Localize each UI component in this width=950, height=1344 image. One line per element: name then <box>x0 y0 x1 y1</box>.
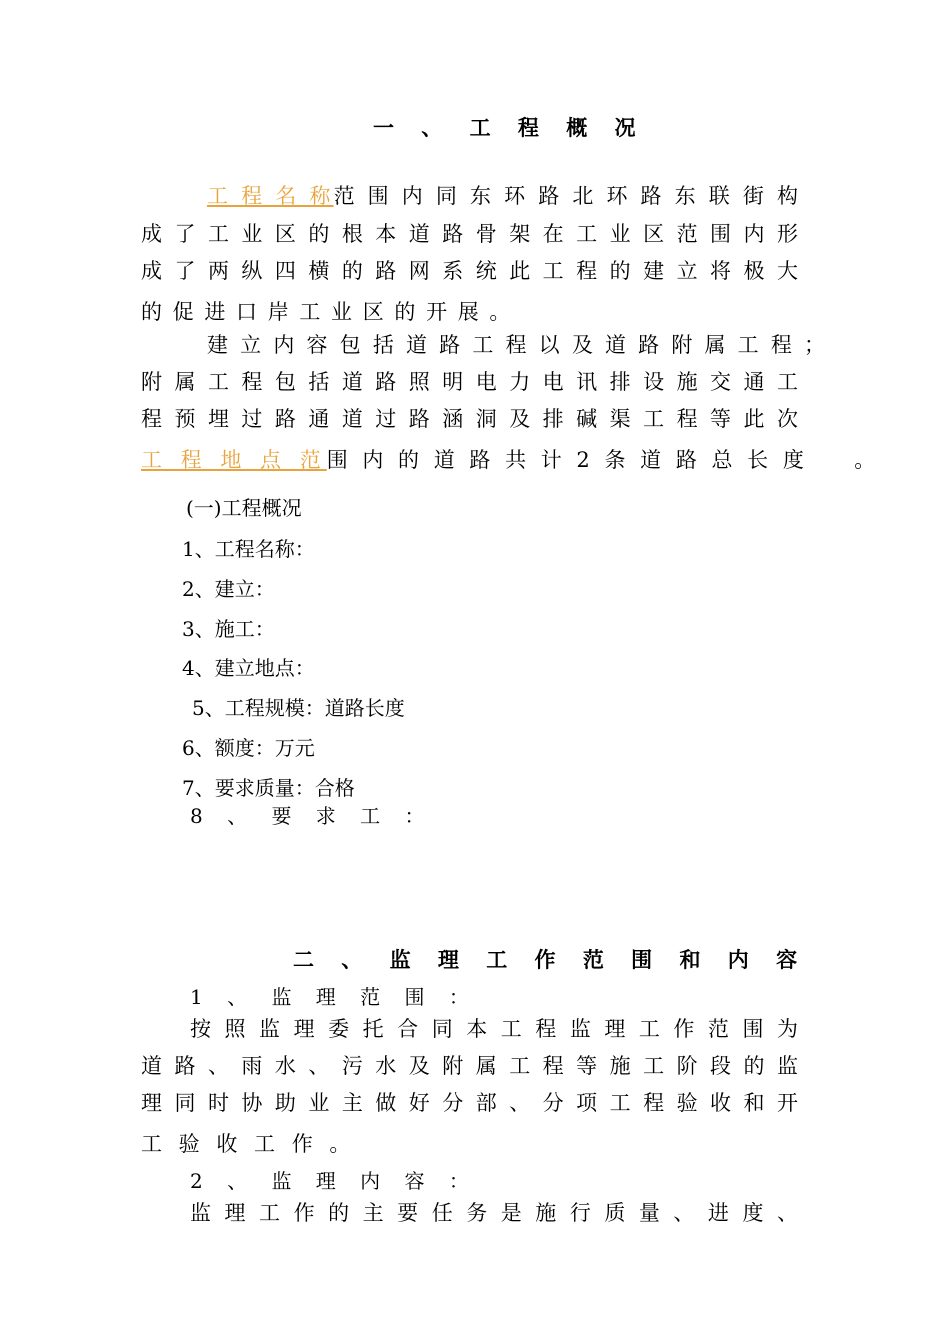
scope-line: 道 路 、 雨 水 、 污 水 及 附 属 工 程 等 施 工 阶 段 的 监 <box>141 1054 798 1078</box>
scope-line: 理 同 时 协 助 业 主 做 好 分 部 、 分 项 工 程 验 收 和 开 <box>141 1091 798 1115</box>
para2-line3: 程 预 埋 过 路 通 道 过 路 涵 洞 及 排 碱 渠 工 程 等 此 次 <box>141 407 798 431</box>
list-item: 4、建立地点： <box>182 656 315 680</box>
para2-line4: 工 程 地 点 范围 内 的 道 路 共 计 2 条 道 路 总 长 度 。 <box>141 448 880 472</box>
project-location-link[interactable]: 工 程 地 点 范 <box>141 448 327 472</box>
list-item: 1、工程名称： <box>182 537 315 561</box>
para2-line2: 附 属 工 程 包 括 道 路 照 明 电 力 电 讯 排 设 施 交 通 工 <box>141 370 798 394</box>
para1-line4: 的 促 进 口 岸 工 业 区 的 开 展 。 <box>141 300 513 324</box>
list-item: 8 、 要 求 工 ： <box>190 804 434 828</box>
overview-subheading: (一)工程概况 <box>186 496 302 520</box>
para1-line3: 成 了 两 纵 四 横 的 路 网 系 统 此 工 程 的 建 立 将 极 大 <box>141 259 798 283</box>
list-item: 5、工程规模：道路长度 <box>192 696 405 720</box>
list-item: 7、要求质量：合格 <box>182 776 355 800</box>
content-heading: 2 、 监 理 内 容 ： <box>190 1169 478 1193</box>
para1-line1: 工 程 名 称范 围 内 同 东 环 路 北 环 路 东 联 街 构 <box>207 184 799 208</box>
list-item: 2、建立： <box>182 577 275 601</box>
section-2-title: 二 、 监 理 工 作 范 围 和 内 容 <box>293 947 808 972</box>
list-item: 3、施工： <box>182 617 275 641</box>
project-name-link[interactable]: 工 程 名 称 <box>207 184 334 208</box>
scope-line: 工 验 收 工 作 。 <box>141 1132 356 1156</box>
scope-heading: 1 、 监 理 范 围 ： <box>190 985 478 1009</box>
para2-line1: 建 立 内 容 包 括 道 路 工 程 以 及 道 路 附 属 工 程 ； <box>207 333 825 357</box>
list-item: 6、额度：万元 <box>182 736 315 760</box>
scope-line: 按 照 监 理 委 托 合 同 本 工 程 监 理 工 作 范 围 为 <box>190 1017 798 1041</box>
section-1-title: 一 、 工 程 概 况 <box>373 115 646 140</box>
para1-line2: 成 了 工 业 区 的 根 本 道 路 骨 架 在 工 业 区 范 围 内 形 <box>141 222 798 246</box>
content-line: 监 理 工 作 的 主 要 任 务 是 施 行 质 量 、 进 度 、 <box>190 1201 798 1225</box>
